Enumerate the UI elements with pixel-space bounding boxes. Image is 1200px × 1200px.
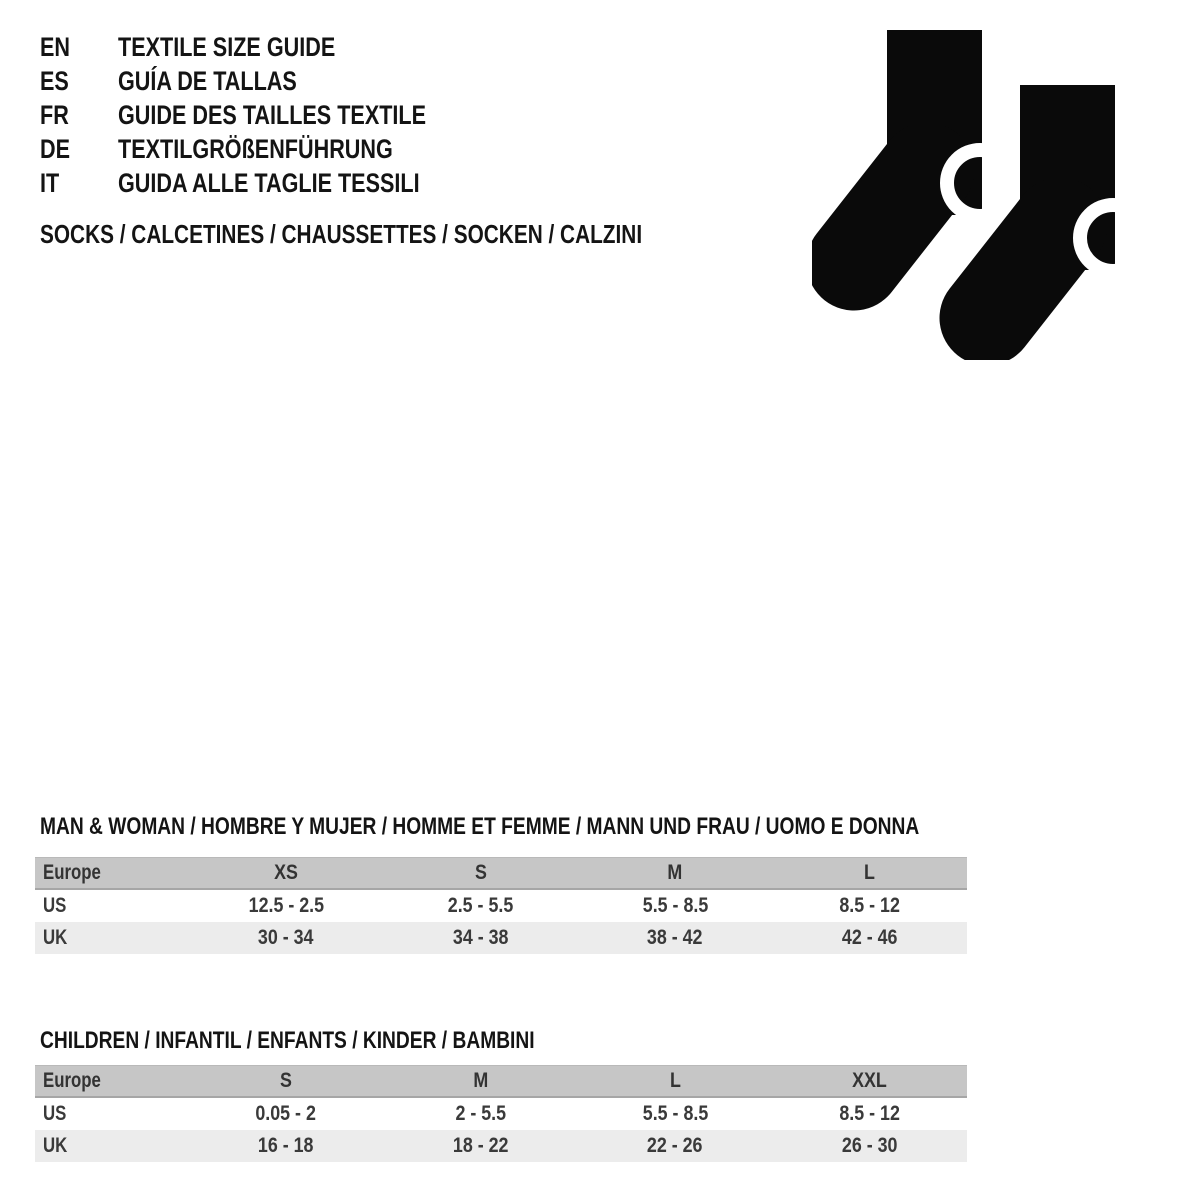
column-header-size: S <box>474 861 487 884</box>
lang-code: ES <box>40 66 69 96</box>
size-value: 12.5 - 2.5 <box>248 894 324 917</box>
size-value: 26 - 30 <box>841 1134 898 1157</box>
table-row <box>35 1130 967 1162</box>
size-value: 30 - 34 <box>258 926 314 949</box>
column-header-size: M <box>667 861 683 884</box>
size-value: 5.5 - 8.5 <box>642 1102 708 1125</box>
column-header-size: M <box>473 1069 489 1092</box>
man-woman-size-table <box>35 857 967 954</box>
children-size-table <box>35 1065 967 1162</box>
lang-row-en <box>40 30 503 64</box>
table-header-row <box>35 1065 967 1098</box>
column-header-size: S <box>280 1069 292 1092</box>
size-value: 34 - 38 <box>452 926 509 949</box>
size-value: 18 - 22 <box>452 1134 509 1157</box>
lang-title: GUIDE DES TAILLES TEXTILE <box>118 100 427 130</box>
product-category-line: SOCKS / CALCETINES / CHAUSSETTES / SOCKEN / CALZINI <box>40 219 643 249</box>
lang-row-fr <box>40 98 503 132</box>
row-label-us: US <box>43 894 67 917</box>
column-header-size: L <box>669 1069 681 1092</box>
lang-title: TEXTILGRÖßENFÜHRUNG <box>118 134 393 164</box>
column-header-europe: Europe <box>43 861 101 884</box>
table-row <box>35 890 967 922</box>
size-value: 8.5 - 12 <box>839 1102 900 1125</box>
size-value: 22 - 26 <box>647 1134 703 1157</box>
lang-code: DE <box>40 134 71 164</box>
lang-code: IT <box>40 168 60 198</box>
language-title-list <box>40 30 503 200</box>
size-value: 8.5 - 12 <box>839 894 900 917</box>
section-title-children: CHILDREN / INFANTIL / ENFANTS / KINDER / BAMBINI <box>40 1027 535 1054</box>
column-header-size: XXL <box>852 1069 888 1092</box>
size-value: 16 - 18 <box>258 1134 314 1157</box>
section-title-man-woman: MAN & WOMAN / HOMBRE Y MUJER / HOMME ET FEMME / MANN UND FRAU / UOMO E DONNA <box>40 813 920 840</box>
size-value: 2 - 5.5 <box>455 1102 506 1125</box>
size-value: 0.05 - 2 <box>255 1102 317 1125</box>
size-value: 38 - 42 <box>647 926 703 949</box>
row-label-uk: UK <box>43 926 68 949</box>
lang-code: EN <box>40 32 71 62</box>
table-row <box>35 1098 967 1130</box>
row-label-uk: UK <box>43 1134 68 1157</box>
row-label-us: US <box>43 1102 67 1125</box>
lang-title: TEXTILE SIZE GUIDE <box>118 32 336 62</box>
column-header-size: L <box>864 861 876 884</box>
table-header-row <box>35 857 967 890</box>
size-value: 5.5 - 8.5 <box>642 894 708 917</box>
column-header-size: XS <box>274 861 298 884</box>
lang-code: FR <box>40 100 69 130</box>
table-row <box>35 922 967 954</box>
lang-row-de <box>40 132 503 166</box>
lang-title: GUÍA DE TALLAS <box>118 66 297 96</box>
lang-row-it <box>40 166 503 200</box>
lang-row-es <box>40 64 503 98</box>
size-value: 42 - 46 <box>841 926 898 949</box>
column-header-europe: Europe <box>43 1069 101 1092</box>
lang-title: GUIDA ALLE TAGLIE TESSILI <box>118 168 420 198</box>
size-value: 2.5 - 5.5 <box>447 894 514 917</box>
socks-icon <box>812 25 1157 360</box>
